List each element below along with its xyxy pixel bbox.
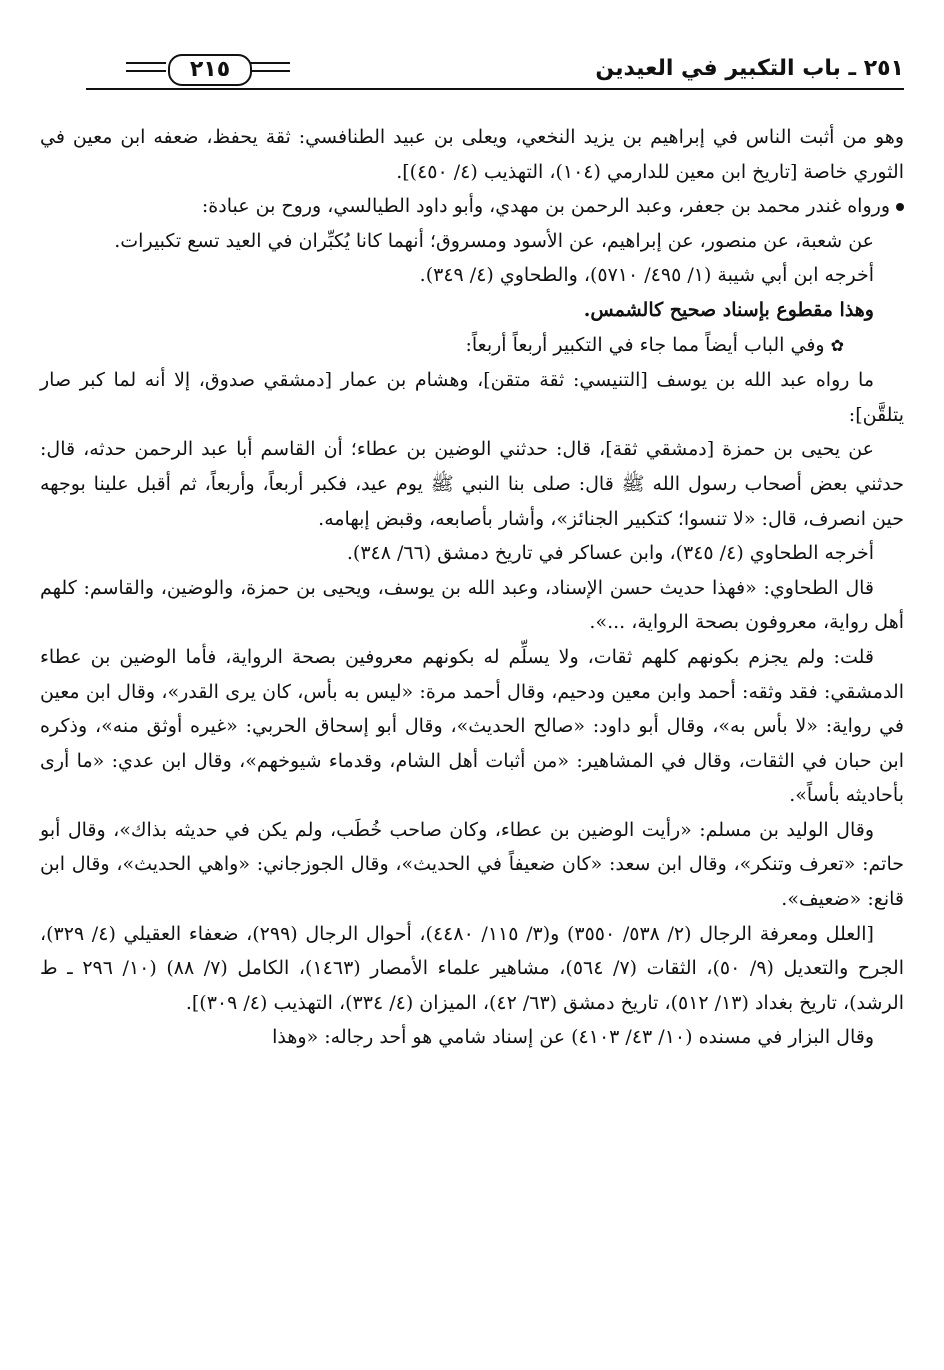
leaf-ornament-icon: ✿ <box>830 335 844 355</box>
page-header <box>86 50 904 94</box>
paragraph-text: وفي الباب أيضاً مما جاء في التكبير أربعاً أربعاً: <box>465 333 825 356</box>
paragraph <box>40 1020 904 1055</box>
paragraph <box>40 258 904 293</box>
paragraph <box>40 328 904 364</box>
paragraph <box>40 120 904 189</box>
paragraph <box>40 813 904 917</box>
paragraph <box>40 363 904 432</box>
paragraph <box>40 224 904 259</box>
header-rule <box>86 88 904 90</box>
paragraph-text: عن شعبة، عن منصور، عن إبراهيم، عن الأسود ومسروق؛ أنهما كانا يُكبِّران في العيد تسع تكبيرات. <box>114 229 874 252</box>
paragraph-text: قال الطحاوي: «فهذا حديث حسن الإسناد، وعبد الله بن يوسف، ويحيى بن حمزة، والوضين، والقاسم: كلهم أهل رواية، معروفون بصحة الرواية، ...». <box>40 576 904 634</box>
paragraph-text: وقال الوليد بن مسلم: «رأيت الوضين بن عطاء، وكان صاحب خُطَب، ولم يكن في حديثه بذاك»، وقال أبو حاتم: «تعرف وتنكر»، وقال ابن سعد: «كان ضعيفاً في الحديث»، وقال الجوزجاني: «واهي الحديث»، وقال ابن قانع: «ضعيف». <box>40 818 904 911</box>
paragraph-text: ما رواه عبد الله بن يوسف [التنيسي: ثقة متقن]، وهشام بن عمار [دمشقي صدوق، إلا أنه لما كبر صار يتلقَّن]: <box>40 369 904 426</box>
paragraph <box>40 917 904 1021</box>
paragraph <box>40 571 904 640</box>
bullet-icon <box>896 203 904 211</box>
paragraph <box>40 189 904 224</box>
paragraph-text: أخرجه ابن أبي شيبة (١/ ٤٩٥/ ٥٧١٠)، والطحاوي (٤/ ٣٤٩). <box>419 264 874 287</box>
paragraph-text: قلت: ولم يجزم بكونهم كلهم ثقات، ولا يسلِّم له بكونهم معروفين بصحة الرواية، فأما الوضين بن عطاء الدمشقي: فقد وثقه: أحمد وابن معين ودحيم، وقال أحمد مرة: «ليس به بأس، كان يرى القدر»، وقال ابن معين في رواية: «لا بأس به»، وقال أبو داود: «صالح الحديث»، وقال أبو إسحاق الحربي: «غيره أوثق منه»، وذكره ابن حبان في الثقات، وقال في المشاهير: «من أثبات أهل الشام، وقدماء شيوخهم»، وقال ابن عدي: «ما أرى بأحاديثه بأساً». <box>40 645 904 807</box>
paragraph <box>40 432 904 536</box>
paragraph <box>40 640 904 813</box>
page-body <box>40 120 904 1055</box>
page-number: ٢١٥ <box>168 54 252 86</box>
chapter-title: ٢٥١ ـ باب التكبير في العيدين <box>595 56 904 81</box>
paragraph <box>40 536 904 571</box>
paragraph-text: [العلل ومعرفة الرجال (٢/ ٥٣٨/ ٣٥٥٠) و(٣/ ١١٥/ ٤٤٨٠)، أحوال الرجال (٢٩٩)، ضعفاء العقيلي (٤/ ٣٢٩)، الجرح والتعديل (٩/ ٥٠)، الثقات (٧/ ٥٦٤)، مشاهير علماء الأمصار (١٤٦٣)، الكامل (٧/ ٨٨) (١٠/ ٢٩٦ ـ ط الرشد)، تاريخ بغداد (١٣/ ٥١٢)، تاريخ دمشق (٦٣/ ٤٢)، الميزان (٤/ ٣٣٤)، التهذيب (٤/ ٣٠٩)]. <box>40 922 904 1014</box>
paragraph-text: عن يحيى بن حمزة [دمشقي ثقة]، قال: حدثني الوضين بن عطاء؛ أن القاسم أبا عبد الرحمن حدثه، قال: حدثني بعض أصحاب رسول الله ﷺ قال: صلى بنا النبي ﷺ يوم عيد، فكبر أربعاً، وأربعاً، ثم أقبل علينا بوجهه حين انصرف، قال: «لا تنسوا؛ كتكبير الجنائز»، وأشار بأصابعه، وقبض إبهامه. <box>40 438 904 530</box>
paragraph-text: أخرجه الطحاوي (٤/ ٣٤٥)، وابن عساكر في تاريخ دمشق (٦٦/ ٣٤٨). <box>346 542 874 565</box>
paragraph-text: ورواه غندر محمد بن جعفر، وعبد الرحمن بن مهدي، وأبو داود الطيالسي، وروح بن عبادة: <box>201 195 890 218</box>
paragraph-text: وهذا مقطوع بإسناد صحيح كالشمس. <box>583 298 874 321</box>
paragraph-text: وقال البزار في مسنده (١٠/ ٤٣/ ٤١٠٣) عن إسناد شامي هو أحد رجاله: «وهذا <box>272 1026 874 1049</box>
paragraph <box>40 293 904 328</box>
ornament-right <box>250 62 290 72</box>
ornament-left <box>126 62 166 72</box>
page-number-ornament <box>138 54 278 84</box>
paragraph-text: وهو من أثبت الناس في إبراهيم بن يزيد النخعي، ويعلى بن عبيد الطنافسي: ثقة يحفظ، ضعفه ابن معين في الثوري خاصة [تاريخ ابن معين للدارمي (١٠٤)، التهذيب (٤/ ٤٥٠)]. <box>40 126 904 183</box>
